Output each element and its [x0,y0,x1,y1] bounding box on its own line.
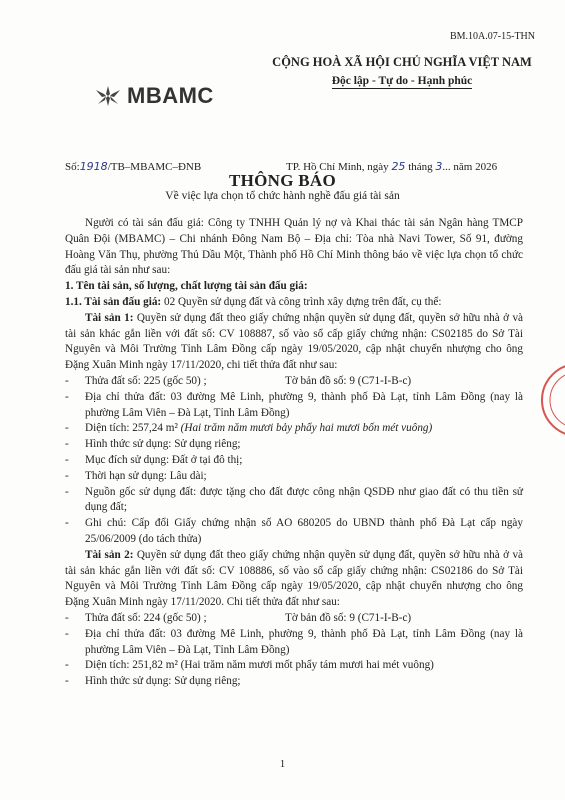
asset-2-area: Diện tích: 251,82 m² (Hai trăm năm mươi mốt phẩy tám mươi hai mét vuông) [85,659,434,672]
document-subtitle: Về việc lựa chọn tổ chức hành nghề đấu giá tài sản [165,190,400,202]
date-day: 25 [391,160,406,173]
asset-2-text: Quyền sử dụng đất theo giấy chứng nhận quyền sử dụng đất, quyền sở hữu nhà ở và tài sản khác gắn liền với đất số: CV 108886, số vào sổ cấp giấy chứng nhận: CS02186 do Sở Tài Nguyên và Môi Trường Tỉnh Lâm Đồng cấp ngày 19/05/2020, cập nhật chuyển nhượng cho ông Đặng Xuân Minh ngày 17/11/2020. Chi tiết thửa đất như sau: [65,548,524,609]
asset-1-parcel: Thửa đất số: 225 (gốc 50) ; [85,374,207,387]
list-item: - Diện tích: 257,24 m² (Hai trăm năm mươi bảy phẩy hai mươi bốn mét vuông) [65,422,433,435]
date-prefix: TP. Hồ Chí Minh, ngày [286,161,389,173]
asset-1-form: Hình thức sử dụng: Sử dụng riêng; [85,438,241,451]
date-month-label: tháng [408,161,433,173]
asset-1-area-words: (Hai trăm năm mươi bảy phẩy hai mươi bốn mét vuông) [177,422,433,435]
asset-2-form: Hình thức sử dụng: Sử dụng riêng; [85,675,241,688]
list-item: - Địa chỉ thửa đất: 03 đường Mê Linh, phường 9, thành phố Đà Lạt, tỉnh Lâm Đồng (nay là phường Lâm Viên – Đà Lạt, Tỉnh Lâm Đồng) [65,627,523,659]
company-logo [95,83,214,109]
list-item: - Mục đích sử dụng: Đất ở tại đô thị; [65,453,523,469]
list-item: - Hình thức sử dụng: Sử dụng riêng; [65,674,523,690]
section-1-1-text: 02 Quyền sử dụng đất và công trình xây dựng trên đất, cụ thể: [161,295,442,308]
mb-star-icon [95,85,121,107]
doc-no-prefix: Số: [65,161,80,173]
section-1-1-label: 1.1. Tài sản đấu giá: [65,295,162,308]
asset-1-note: Ghi chú: Cấp đổi Giấy chứng nhận số AO 680205 do UBND thành phố Đà Lạt cấp ngày 25/06/2009 (do tách thửa) [85,517,523,545]
red-seal-stamp-icon [538,360,565,440]
list-item: - Ghi chú: Cấp đổi Giấy chứng nhận số AO 680205 do UBND thành phố Đà Lạt cấp ngày 25/06/2009 (do tách thửa) [65,516,523,548]
asset-2-address: Địa chỉ thửa đất: 03 đường Mê Linh, phường 9, thành phố Đà Lạt, tỉnh Lâm Đồng (nay là phường Lâm Viên – Đà Lạt, Tỉnh Lâm Đồng) [85,627,523,656]
list-item: - Hình thức sử dụng: Sử dụng riêng; [65,437,523,453]
document-body [65,216,523,690]
asset-2-label: Tài sản 2: [85,548,134,561]
list-item: - Địa chỉ thửa đất: 03 đường Mê Linh, phường 9, thành phố Đà Lạt, tỉnh Lâm Đồng (nay là phường Lâm Viên – Đà Lạt, Tỉnh Lâm Đồng) [65,390,523,422]
asset-2-paragraph [65,548,523,611]
asset-2-map: Tờ bản đồ số: 9 (C71-I-B-c) [285,611,412,624]
logo-text: MBAMC [127,83,214,108]
asset-1-parcel-row: - Thửa đất số: 225 (gốc 50) ; Tờ bản đồ số: 9 (C71-I-B-c) [65,374,523,390]
asset-1-purpose: Mục đích sử dụng: Đất ở tại đô thị; [85,453,243,466]
list-item: - Nguồn gốc sử dụng đất: được tặng cho đất được công nhận QSDĐ như giao đất có thu tiền sử dụng đất; [65,485,523,517]
document-title: THÔNG BÁO [228,171,337,190]
asset-1-label: Tài sản 1: [85,311,134,324]
asset-1-text: Quyền sử dụng đất theo giấy chứng nhận quyền sử dụng đất, quyền sở hữu nhà ở và tài sản khác gắn liền với đất số: CV 108887, số vào sổ cấp giấy chứng nhận: CS02185 do Sở Tài Nguyên và Môi Trường Tỉnh Lâm Đồng cấp ngày 19/05/2020, cập nhật chuyển nhượng cho ông Đặng Xuân Minh ngày 17/11/2020, chi tiết thửa đất như sau: [65,311,524,372]
doc-no-suffix: /TB–MBAMC–ĐNB [107,161,202,173]
asset-1-address: Địa chỉ thửa đất: 03 đường Mê Linh, phường 9, thành phố Đà Lạt, tỉnh Lâm Đồng (nay là phường Lâm Viên – Đà Lạt, Tỉnh Lâm Đồng) [85,390,523,419]
asset-2-parcel: Thửa đất số: 224 (gốc 50) ; [85,611,207,624]
date-year: ... năm 2026 [442,161,498,173]
list-item: - Thời hạn sử dụng: Lâu dài; [65,469,523,485]
asset-1-origin: Nguồn gốc sử dụng đất: được tặng cho đất được công nhận QSDĐ như giao đất có thu tiền sử dụng đất; [85,485,523,514]
section-1-1 [65,295,523,311]
nation-title: CỘNG HOÀ XÃ HỘI CHỦ NGHĨA VIỆT NAM [272,55,532,69]
list-item: - Diện tích: 251,82 m² (Hai trăm năm mươi mốt phẩy tám mươi hai mét vuông) [65,658,523,674]
asset-1-area: Diện tích: 257,24 m² [85,422,178,435]
section-1-heading: 1. Tên tài sản, số lượng, chất lượng tài sản đấu giá: [65,280,308,293]
asset-1-term: Thời hạn sử dụng: Lâu dài; [85,469,207,482]
intro-paragraph: Người có tài sản đấu giá: Công ty TNHH Quản lý nợ và Khai thác tài sản Ngân hàng TMCP Quân Đội (MBAMC) – Chi nhánh Đông Nam Bộ – Địa chỉ: Tòa nhà Navi Tower, Số 91, đường Hoàng Văn Thụ, phường Thủ Dầu Một, Thành phố Hồ Chí Minh thông báo về việc lựa chọn tổ chức đấu giá tài sản như sau: [65,217,523,277]
doc-no-handwritten: 1918 [79,160,108,173]
motto [252,75,552,87]
date-month: 3 [435,160,443,173]
asset-1-paragraph [65,311,523,374]
asset-1-map: Tờ bản đồ số: 9 (C71-I-B-c) [285,374,412,387]
page-number: 1 [279,758,286,770]
motto-text: Độc lập - Tự do - Hạnh phúc [331,75,473,87]
form-code: BM.10A.07-15-THN [450,31,535,42]
asset-2-parcel-row: - Thửa đất số: 224 (gốc 50) ; Tờ bản đồ số: 9 (C71-I-B-c) [65,611,523,627]
